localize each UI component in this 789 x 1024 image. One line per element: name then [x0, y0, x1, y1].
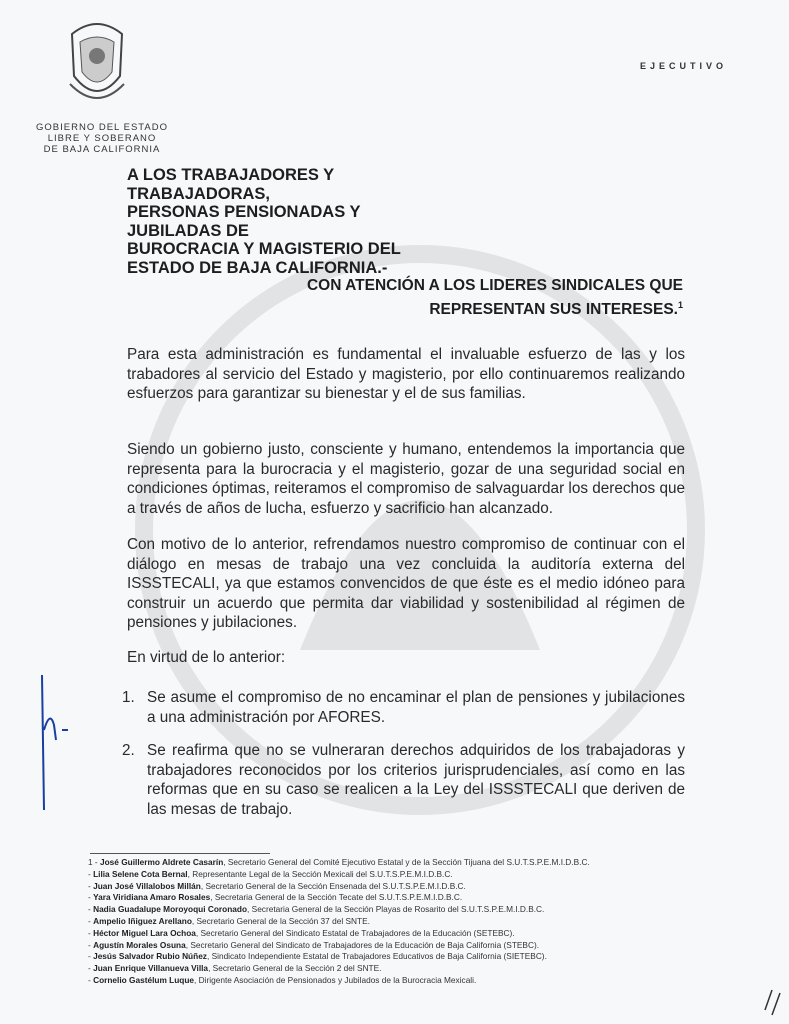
footnote-prefix: - — [88, 974, 94, 985]
heading-line: PERSONAS PENSIONADAS Y JUBILADAS DE — [127, 203, 361, 240]
footnote-prefix: - — [88, 892, 94, 903]
paragraph: Para esta administración es fundamental el invaluable esfuerzo de las y los trabadores al servicio del Estado y magisterio, por ello continuaremos realizando esfuerzos para garantizar su bienestar y el de sus familias. — [127, 346, 685, 402]
footnote-prefix: - — [88, 939, 94, 950]
footnote-item — [88, 916, 590, 928]
footnotes — [88, 857, 590, 987]
list-item — [122, 688, 685, 727]
footnote-name: Lilia Selene Cota Bernal — [93, 868, 188, 879]
footnote-item — [88, 892, 590, 904]
footnote-prefix: - — [88, 880, 94, 891]
attention-line — [283, 277, 683, 319]
footnote-item — [88, 951, 590, 963]
footnote-item — [88, 975, 590, 987]
footnote-role: , Secretaria General de la Sección Playas de Rosarito del S.U.T.S.P.E.M.I.D.B.C. — [247, 904, 545, 915]
footnote-name: José Guillermo Aldrete Casarín — [100, 857, 224, 867]
government-name — [22, 122, 182, 155]
handwritten-initials-icon — [30, 670, 80, 820]
gov-line: GOBIERNO DEL ESTADO — [36, 122, 168, 133]
footnote-item — [88, 963, 590, 975]
gov-line: LIBRE Y SOBERANO — [47, 133, 157, 144]
list-number: 2. — [122, 742, 135, 759]
footnote-role: , Secretario General del Comité Ejecutivo Estatal y de la Sección Tijuana del S.U.T.S.P.E.M.I.D.B.C. — [223, 857, 590, 867]
heading-line: ESTADO DE BAJA CALIFORNIA.- — [127, 258, 388, 277]
footnote-name: Juan Enrique Villanueva Villa — [93, 963, 209, 974]
footnote-item — [88, 904, 590, 916]
list-text: Se reafirma que no se vulneraran derechos adquiridos de los trabajadoras y trabajadores reconocidos por los criterios jurisprudenciales, así como en las reformas que en su caso se realicen a la Ley del ISSSTECALI que deriven de las mesas de trabajo. — [147, 742, 685, 818]
footnote-item — [88, 881, 590, 893]
footnote-name: Nadia Guadalupe Moroyoqui Coronado — [93, 904, 248, 915]
state-coat-of-arms-icon — [66, 14, 128, 114]
footnote-role: , Secretario General de la Sección 37 del SNTE. — [191, 915, 370, 926]
paragraph: En virtud de lo anterior: — [127, 649, 286, 666]
footnote-prefix: - — [88, 927, 94, 938]
paragraph: Con motivo de lo anterior, refrendamos nuestro compromiso de continuar con el diálogo en mesas de trabajo una vez concluida la auditoría externa del ISSSTECALI, ya que estamos convencidos de que éste es el medio idóneo para construir un acuerdo que permita dar viabilidad y sostenibilidad al régimen de pensiones y jubilaciones. — [127, 536, 685, 631]
gov-line: DE BAJA CALIFORNIA — [43, 144, 161, 155]
list-text: Se asume el compromiso de no encaminar el plan de pensiones y jubilaciones a una administración por AFORES. — [147, 689, 685, 726]
footnote-item — [88, 928, 590, 940]
national-seal-watermark-icon — [120, 230, 720, 830]
list-number: 1. — [122, 689, 135, 706]
footnote-item — [88, 857, 590, 869]
footnote-role: , Sindicato Independiente Estatal de Trabajadores Educativos de Baja California (SIETEBC). — [206, 951, 547, 962]
footnote-name: Agustín Morales Osuna — [93, 939, 186, 950]
footnote-item — [88, 940, 590, 952]
office-label: EJECUTIVO — [640, 61, 728, 71]
footnote-name: Jesús Salvador Rubio Núñez — [93, 951, 207, 962]
heading-line: A LOS TRABAJADORES Y TRABAJADORAS, — [127, 166, 334, 203]
footnote-role: , Secretaria General de la Sección Tecate del S.U.T.S.P.E.M.I.D.B.C. — [210, 892, 463, 903]
footnote-role: , Dirigente Asociación de Pensionados y Jubilados de la Burocracia Mexicali. — [194, 974, 477, 985]
footnote-ref: 1 — [677, 299, 683, 310]
footnote-prefix: - — [88, 915, 94, 926]
attention-line-2: REPRESENTAN SUS INTERESES. — [429, 300, 678, 318]
attention-line-1: CON ATENCIÓN A LOS LIDERES SINDICALES QUE — [306, 277, 683, 294]
addressee-heading — [127, 166, 457, 277]
footnote-role: , Representante Legal de la Sección Mexicali del S.U.T.S.P.E.M.I.D.B.C. — [187, 868, 453, 879]
heading-line: BUROCRACIA Y MAGISTERIO DEL — [127, 240, 401, 258]
footnote-role: , Secretario General de la Sección Ensenada del S.U.T.S.P.E.M.I.D.B.C. — [200, 880, 466, 891]
paragraph: Siendo un gobierno justo, consciente y humano, entendemos la importancia que representa para la burocracia y el magisterio, gozar de una seguridad social en condiciones óptimas, reiteramos el compromiso de salvaguardar los derechos que a través de años de lucha, esfuerzo y sacrificio han alcanzado. — [127, 441, 685, 517]
footnote-name: Héctor Miguel Lara Ochoa — [93, 927, 196, 938]
footnote-role: , Secretario General de la Sección 2 del SNTE. — [208, 963, 382, 974]
footnote-name: Juan José Villalobos Millán — [93, 880, 201, 891]
footnote-name: Cornelio Gastélum Luque — [93, 974, 195, 985]
footnote-prefix: 1 - — [88, 857, 100, 867]
footnote-prefix: - — [88, 868, 94, 879]
handwritten-page-mark-icon — [760, 985, 785, 1020]
footnote-name: Yara Viridiana Amaro Rosales — [93, 892, 211, 903]
footnote-prefix: - — [88, 963, 94, 974]
footnote-name: Ampelio Iñiguez Arellano — [93, 915, 192, 926]
footnote-prefix: - — [88, 951, 94, 962]
footnote-item — [88, 869, 590, 881]
footnote-divider — [90, 853, 270, 854]
footnote-role: , Secretario General del Sindicato de Trabajadores de la Educación de Baja California (STEBC). — [185, 939, 540, 950]
footnote-prefix: - — [88, 904, 94, 915]
list-item — [122, 741, 685, 819]
footnote-role: , Secretario General del Sindicato Estatal de Trabajadores de la Educación (SETEBC). — [195, 927, 515, 938]
